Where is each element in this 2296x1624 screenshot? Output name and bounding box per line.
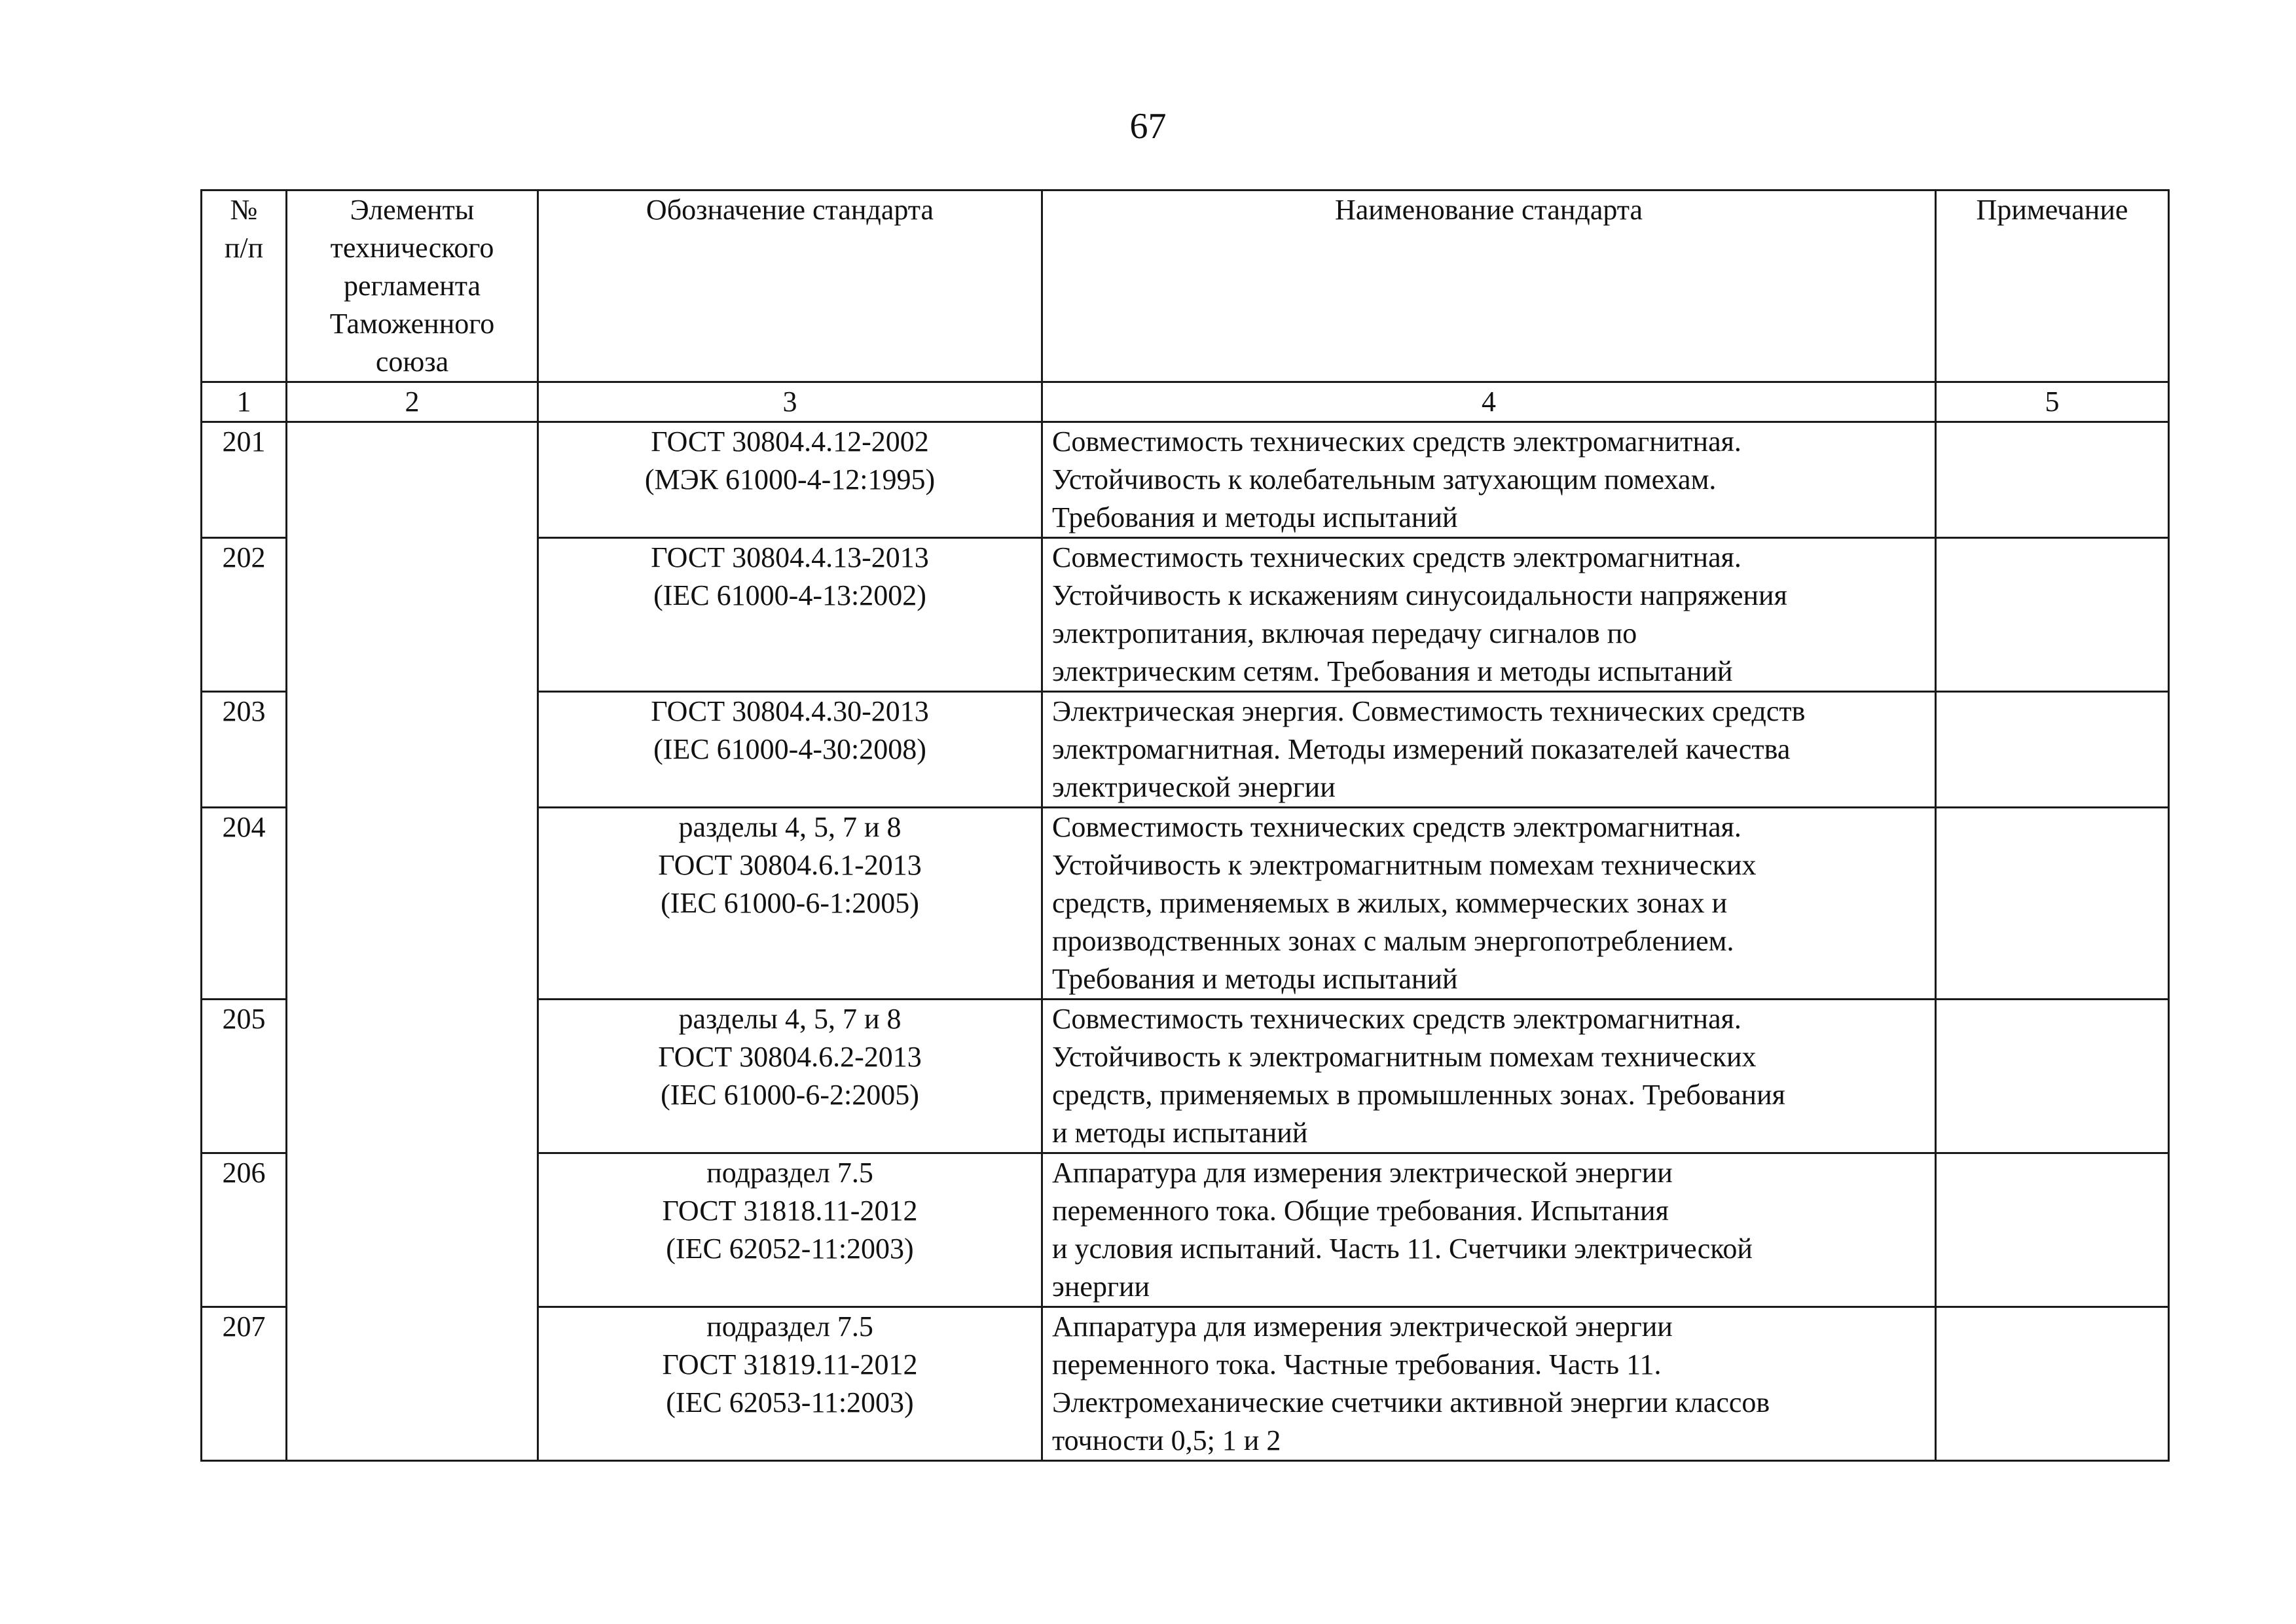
name-line: Совместимость технических средств электромагнитная. bbox=[1052, 541, 1741, 573]
note-cell bbox=[1936, 1307, 2169, 1461]
name-line: Совместимость технических средств электромагнитная. bbox=[1052, 811, 1741, 843]
header-element-line: регламента bbox=[343, 270, 481, 302]
designation-line: подраздел 7.5 bbox=[706, 1157, 873, 1189]
note-cell bbox=[1936, 422, 2169, 538]
name-line: переменного тока. Частные требования. Часть 11. bbox=[1052, 1348, 1662, 1380]
header-element-line: технического bbox=[330, 232, 494, 264]
designation-line: разделы 4, 5, 7 и 8 bbox=[678, 811, 902, 843]
standard-designation bbox=[538, 808, 1042, 1000]
name-line: Совместимость технических средств электромагнитная. bbox=[1052, 425, 1741, 458]
row-number: 203 bbox=[202, 692, 287, 808]
standard-designation bbox=[538, 538, 1042, 692]
standard-name bbox=[1042, 538, 1936, 692]
row-number: 206 bbox=[202, 1153, 287, 1307]
table-row bbox=[202, 422, 2169, 538]
designation-line: (IEC 61000-6-2:2005) bbox=[661, 1079, 919, 1111]
header-number-line: п/п bbox=[224, 232, 264, 264]
header-number bbox=[202, 190, 287, 382]
designation-line: ГОСТ 30804.6.2-2013 bbox=[658, 1041, 922, 1073]
row-number: 204 bbox=[202, 808, 287, 1000]
name-line: производственных зонах с малым энергопотреблением. bbox=[1052, 925, 1734, 957]
designation-line: разделы 4, 5, 7 и 8 bbox=[678, 1003, 902, 1035]
header-note: Примечание bbox=[1936, 190, 2169, 382]
name-line: Устойчивость к колебательным затухающим помехам. bbox=[1052, 463, 1717, 496]
designation-line: ГОСТ 31818.11-2012 bbox=[662, 1195, 918, 1227]
name-line: энергии bbox=[1052, 1271, 1150, 1303]
table-header-row bbox=[202, 190, 2169, 382]
designation-line: (IEC 61000-6-1:2005) bbox=[661, 887, 919, 919]
header-number-line: № bbox=[230, 194, 258, 226]
column-number: 1 bbox=[202, 382, 287, 422]
standard-designation bbox=[538, 692, 1042, 808]
name-line: Электрическая энергия. Совместимость технических средств bbox=[1052, 695, 1806, 727]
designation-line: подраздел 7.5 bbox=[706, 1310, 873, 1343]
name-line: электропитания, включая передачу сигналов по bbox=[1052, 617, 1637, 649]
name-line: и методы испытаний bbox=[1052, 1117, 1308, 1149]
designation-line: (IEC 62053-11:2003) bbox=[666, 1386, 914, 1418]
standard-name bbox=[1042, 1307, 1936, 1461]
designation-line: (МЭК 61000-4-12:1995) bbox=[644, 463, 936, 496]
note-cell bbox=[1936, 538, 2169, 692]
name-line: электромагнитная. Методы измерений показателей качества bbox=[1052, 733, 1791, 765]
header-element bbox=[287, 190, 538, 382]
designation-line: (IEC 62052-11:2003) bbox=[666, 1233, 914, 1265]
designation-line: ГОСТ 30804.6.1-2013 bbox=[658, 849, 922, 881]
name-line: Устойчивость к искажениям синусоидальности напряжения bbox=[1052, 579, 1787, 611]
designation-line: (IEC 61000-4-13:2002) bbox=[653, 579, 926, 611]
header-element-line: союза bbox=[375, 346, 449, 378]
designation-line: (IEC 61000-4-30:2008) bbox=[653, 733, 926, 765]
name-line: средств, применяемых в промышленных зонах. Требования bbox=[1052, 1079, 1785, 1111]
row-number: 207 bbox=[202, 1307, 287, 1461]
standard-name bbox=[1042, 1153, 1936, 1307]
standard-name bbox=[1042, 422, 1936, 538]
designation-line: ГОСТ 31819.11-2012 bbox=[662, 1348, 918, 1380]
standard-designation bbox=[538, 1153, 1042, 1307]
standard-name bbox=[1042, 808, 1936, 1000]
name-line: Требования и методы испытаний bbox=[1052, 501, 1458, 533]
note-cell bbox=[1936, 692, 2169, 808]
regulation-element-cell bbox=[287, 422, 538, 1461]
column-number: 3 bbox=[538, 382, 1042, 422]
header-name: Наименование стандарта bbox=[1042, 190, 1936, 382]
column-number: 4 bbox=[1042, 382, 1936, 422]
standard-name bbox=[1042, 1000, 1936, 1153]
note-cell bbox=[1936, 1153, 2169, 1307]
header-element-line: Элементы bbox=[350, 194, 475, 226]
column-number-row bbox=[202, 382, 2169, 422]
standard-name bbox=[1042, 692, 1936, 808]
standards-table bbox=[200, 189, 2170, 1462]
name-line: электрической энергии bbox=[1052, 771, 1336, 803]
column-number: 5 bbox=[1936, 382, 2169, 422]
name-line: и условия испытаний. Часть 11. Счетчики электрической bbox=[1052, 1233, 1753, 1265]
name-line: Электромеханические счетчики активной энергии классов bbox=[1052, 1386, 1770, 1418]
note-cell bbox=[1936, 1000, 2169, 1153]
name-line: Требования и методы испытаний bbox=[1052, 963, 1458, 995]
row-number: 202 bbox=[202, 538, 287, 692]
designation-line: ГОСТ 30804.4.13-2013 bbox=[651, 541, 929, 573]
designation-line: ГОСТ 30804.4.12-2002 bbox=[651, 425, 929, 458]
standard-designation bbox=[538, 1307, 1042, 1461]
standard-designation bbox=[538, 422, 1042, 538]
name-line: Аппаратура для измерения электрической энергии bbox=[1052, 1310, 1673, 1343]
name-line: средств, применяемых в жилых, коммерческих зонах и bbox=[1052, 887, 1728, 919]
note-cell bbox=[1936, 808, 2169, 1000]
name-line: электрическим сетям. Требования и методы испытаний bbox=[1052, 655, 1733, 687]
designation-line: ГОСТ 30804.4.30-2013 bbox=[651, 695, 929, 727]
name-line: Устойчивость к электромагнитным помехам технических bbox=[1052, 849, 1757, 881]
name-line: переменного тока. Общие требования. Испытания bbox=[1052, 1195, 1669, 1227]
name-line: Устойчивость к электромагнитным помехам технических bbox=[1052, 1041, 1757, 1073]
standard-designation bbox=[538, 1000, 1042, 1153]
header-element-line: Таможенного bbox=[329, 308, 495, 340]
name-line: Аппаратура для измерения электрической энергии bbox=[1052, 1157, 1673, 1189]
row-number: 201 bbox=[202, 422, 287, 538]
name-line: точности 0,5; 1 и 2 bbox=[1052, 1424, 1281, 1456]
column-number: 2 bbox=[287, 382, 538, 422]
header-designation: Обозначение стандарта bbox=[538, 190, 1042, 382]
page-number: 67 bbox=[1129, 106, 1167, 147]
name-line: Совместимость технических средств электромагнитная. bbox=[1052, 1003, 1741, 1035]
row-number: 205 bbox=[202, 1000, 287, 1153]
